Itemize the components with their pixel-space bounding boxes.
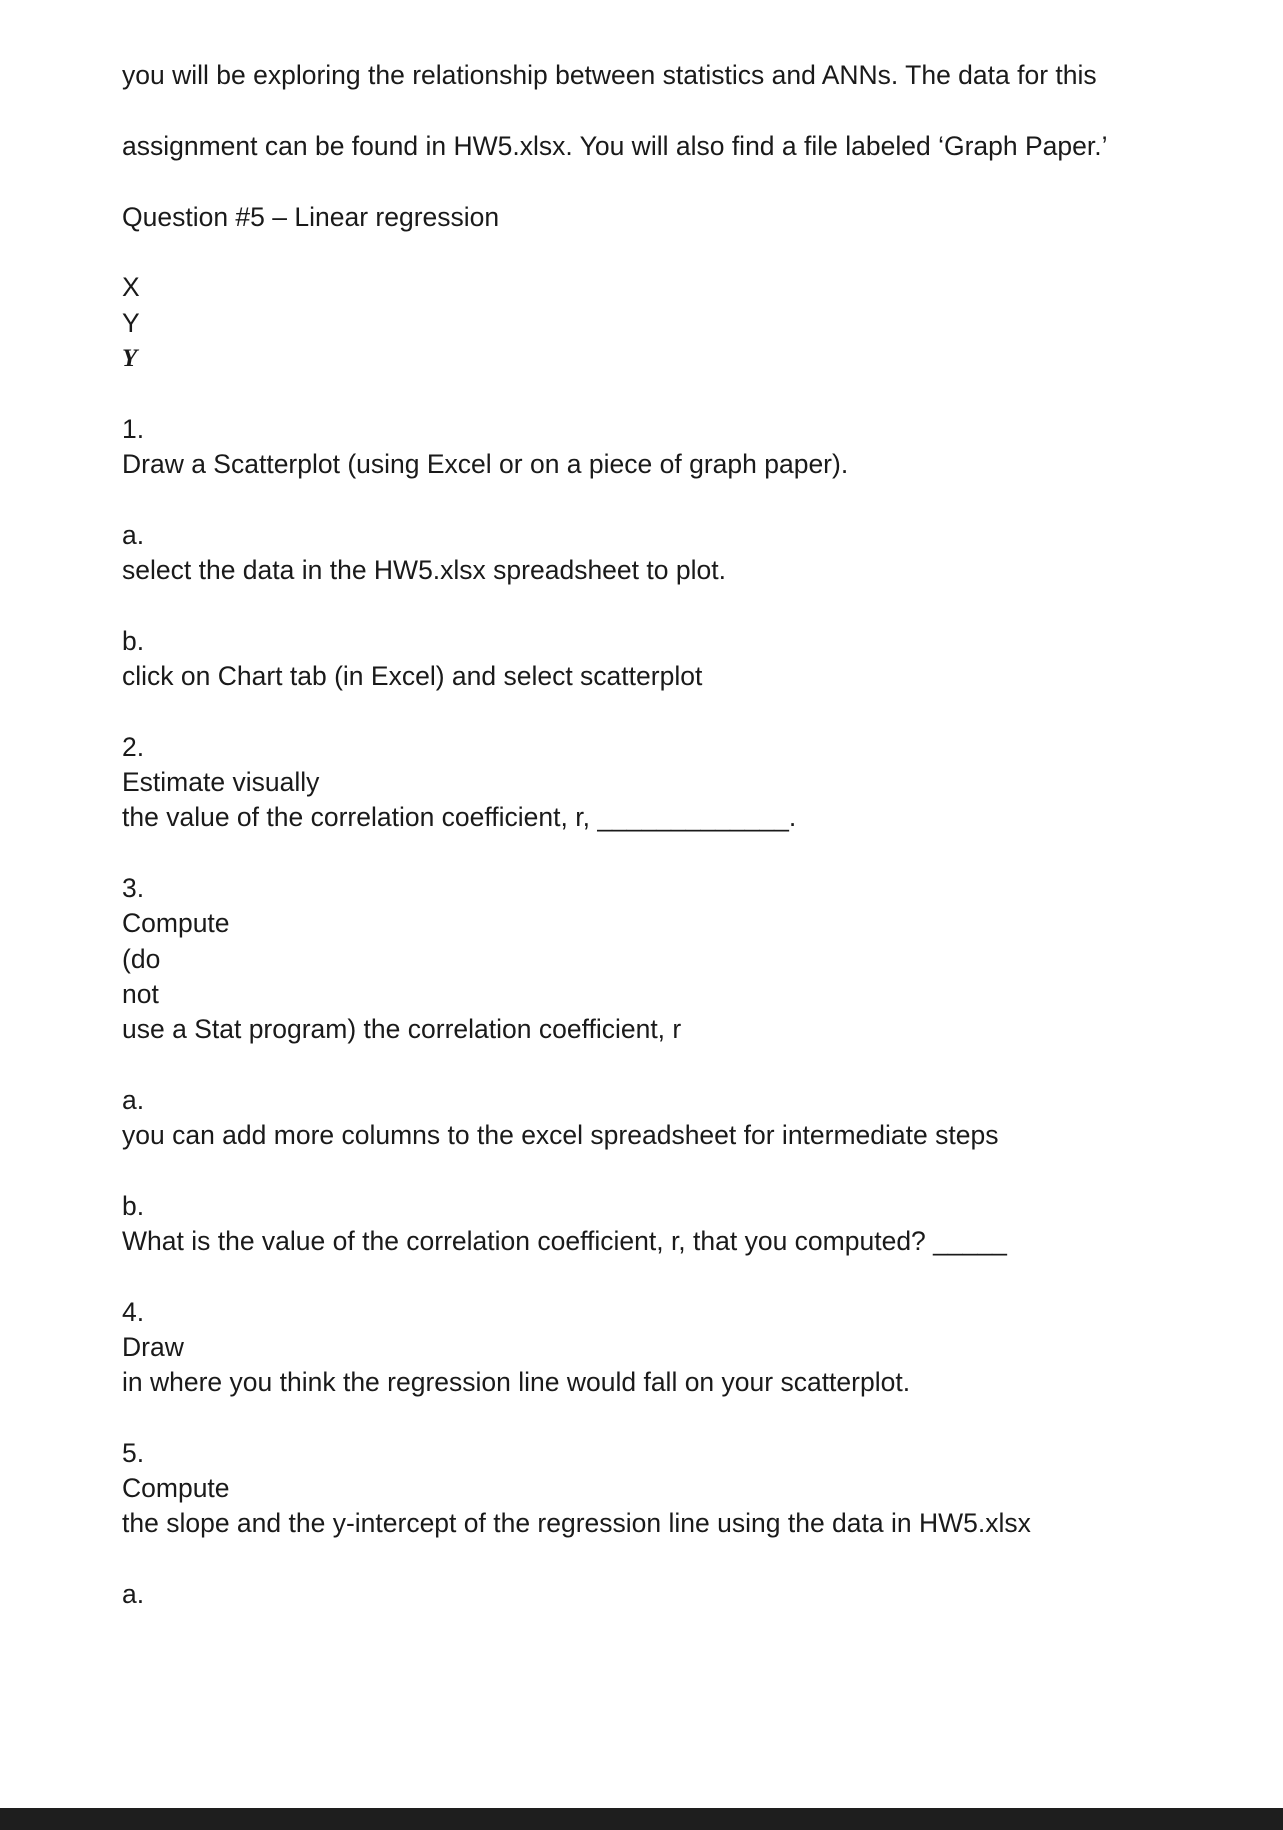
variable-x-label: X <box>122 272 140 302</box>
q3a-label: a. <box>122 1085 145 1115</box>
q1-number: 1. <box>122 414 145 444</box>
question-heading: Question #5 – Linear regression <box>122 202 500 232</box>
q3-line-2: (do <box>122 944 161 974</box>
q4-number: 4. <box>122 1297 145 1327</box>
q2-line-1: Estimate visually <box>122 767 320 797</box>
q3a-text: you can add more columns to the excel spreadsheet for intermediate steps <box>122 1120 999 1150</box>
q3b-label: b. <box>122 1191 145 1221</box>
q3-line-4: use a Stat program) the correlation coefficient, r <box>122 1014 682 1044</box>
q1a-label: a. <box>122 520 145 550</box>
q3-line-1: Compute <box>122 908 230 938</box>
variable-y-italic-label: Y <box>122 345 138 372</box>
q1a-text: select the data in the HW5.xlsx spreadsheet to plot. <box>122 555 726 585</box>
q4-line-1: Draw <box>122 1332 184 1362</box>
q2-number: 2. <box>122 732 145 762</box>
q5-line-1: Compute <box>122 1473 230 1503</box>
intro-text-line-1: you will be exploring the relationship between statistics and ANNs. The data for this <box>122 60 1097 90</box>
q5a-label: a. <box>122 1579 145 1609</box>
bottom-bar <box>0 1808 1283 1830</box>
q1b-label: b. <box>122 626 145 656</box>
q3-line-3: not <box>122 979 159 1009</box>
q2-line-2: the value of the correlation coefficient, r, _____________. <box>122 802 797 832</box>
q5-line-2: the slope and the y-intercept of the regression line using the data in HW5.xlsx <box>122 1508 1031 1538</box>
q1-text: Draw a Scatterplot (using Excel or on a piece of graph paper). <box>122 449 849 479</box>
q3b-text: What is the value of the correlation coefficient, r, that you computed? _____ <box>122 1226 1007 1256</box>
q1b-text: click on Chart tab (in Excel) and select scatterplot <box>122 661 703 691</box>
q4-line-2: in where you think the regression line would fall on your scatterplot. <box>122 1367 911 1397</box>
q5-number: 5. <box>122 1438 145 1468</box>
intro-text-line-2: assignment can be found in HW5.xlsx. You will also find a file labeled ‘Graph Paper.’ <box>122 131 1108 161</box>
variable-y-label: Y <box>122 308 140 338</box>
q3-number: 3. <box>122 873 145 903</box>
